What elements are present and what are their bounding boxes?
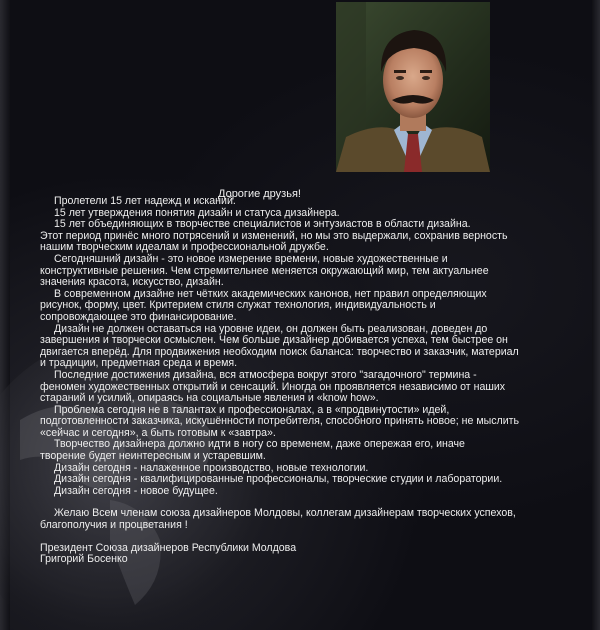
text-line: Последние достижения дизайна, вся атмосфера вокруг этого "загадочного" термина -	[54, 368, 477, 381]
text-line: Дизайн не должен оставаться на уровне идеи, он должен быть реализован, доведен до	[54, 322, 488, 335]
text-line: стараний и усилий, опираясь на социальные явления и «know how».	[40, 392, 379, 405]
portrait-image	[336, 2, 490, 172]
text-line: «сейчас и сегодня», а быть готовым к «завтра».	[40, 426, 276, 439]
letter-body	[40, 196, 580, 566]
spacer	[40, 532, 580, 543]
wishes-line: Желаю Всем членам союза дизайнеров Молдовы, коллегам дизайнерам творческих успехов,	[54, 507, 516, 520]
text-line: Пролетели 15 лет надежд и исканий.	[54, 195, 236, 207]
letter-wishes	[40, 508, 580, 531]
text-line: творение будет неинтересным и устаревшим.	[40, 450, 266, 463]
text-line: Дизайн сегодня - квалифицированные профессионалы, творческие студии и лаборатории.	[54, 473, 503, 486]
signature-name: Григорий Босенко	[40, 553, 128, 566]
text-line: подготовленности заказчика, искушённости потребителя, способного принять новое; не мыслить	[40, 415, 519, 428]
wishes-line: благополучия и процветания !	[40, 519, 188, 532]
text-line: Сегодняшний дизайн - это новое измерение времени, новые художественные и	[54, 252, 448, 265]
text-line: В современном дизайне нет чётких академических канонов, нет правил определяющих	[54, 287, 487, 300]
text-line: Дизайн сегодня - налаженное производство, новые технологии.	[54, 461, 369, 474]
text-line: завершения и творчески осмыслен. Чем больше дизайнер добивается успеха, тем быстрее он	[40, 334, 508, 347]
text-line: феномен художественных открытий и сенсаций. Иногда он проявляется независимо от наших	[40, 380, 506, 393]
text-line: и традиции, предметная среда и время.	[40, 357, 238, 370]
text-line: Проблема сегодня не в талантах и профессионалах, а в «продвинутости» идей,	[54, 403, 450, 416]
text-line: 15 лет объединяющих в творчестве специалистов и энтузиастов в области дизайна.	[54, 218, 471, 231]
text-line: значения красота, искусство, дизайн.	[40, 276, 224, 289]
text-line: 15 лет утверждения понятия дизайн и статуса дизайнера.	[54, 206, 340, 219]
signature-title: Президент Союза дизайнеров Республики Молдова	[40, 541, 297, 554]
text-line: сопровождающее это финансирование.	[40, 310, 237, 323]
letter-paragraphs	[40, 196, 580, 497]
portrait-photo	[336, 2, 490, 172]
text-line: Творчество дизайнера должно идти в ногу со временем, даже опережая его, иначе	[54, 438, 465, 451]
text-line: конструктивные решения. Чем стремительнее меняется окружающий мир, тем актуальнее	[40, 264, 489, 277]
letter-signature	[40, 543, 580, 566]
text-line: рисунок, форму, цвет. Критерием стиля служат технология, индивидуальность и	[40, 299, 436, 312]
text-line: Дизайн сегодня - новое будущее.	[54, 484, 218, 497]
text-line: Этот период принёс много потрясений и изменений, но мы это выдержали, сохранив верность	[40, 229, 508, 242]
text-line: нашим творческим идеалам и профессиональной дружбе.	[40, 241, 329, 254]
greeting-heading: Дорогие друзья!	[218, 188, 301, 200]
text-line: двигается вперёд. Для продвижения необходим поиск баланса: творчество и заказчик, материал	[40, 345, 519, 358]
page-edge-right	[592, 0, 600, 630]
